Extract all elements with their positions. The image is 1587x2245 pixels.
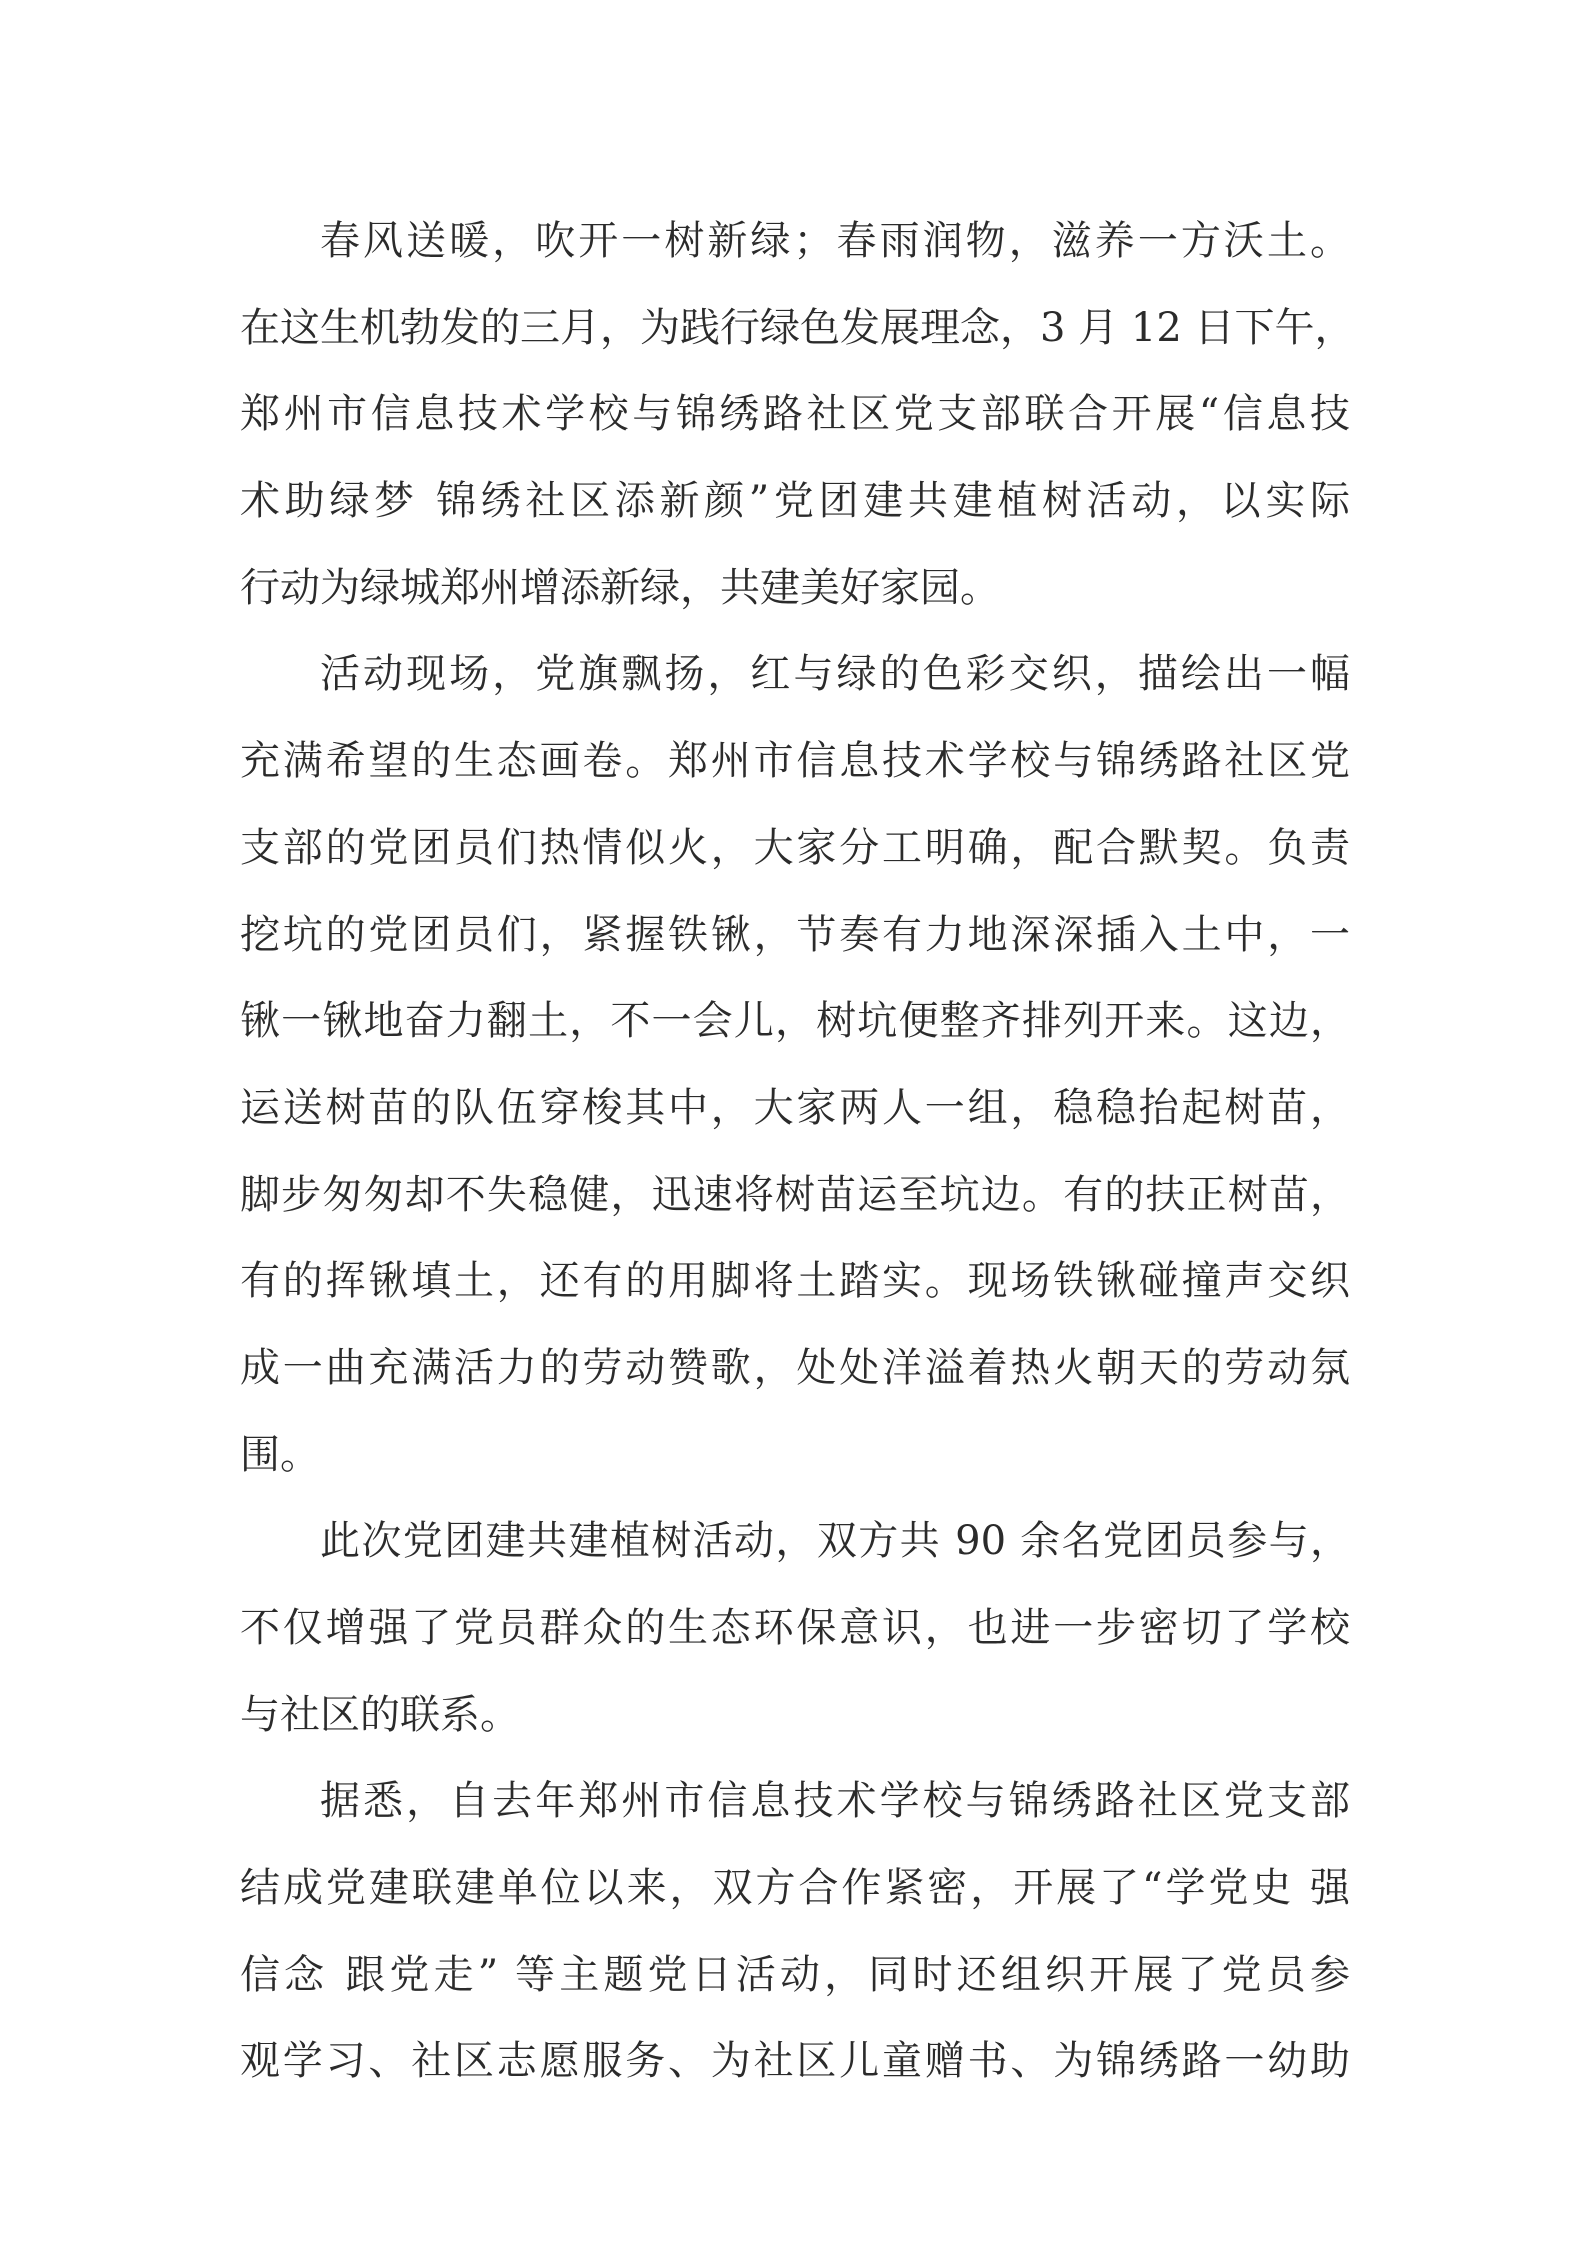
text-line: 春风送暖，吹开一树新绿；春雨润物，滋养一方沃土。 <box>320 218 1350 264</box>
paragraph-2 <box>240 631 1350 1498</box>
text-line: 脚步匆匆却不失稳健，迅速将树苗运至坑边。有的扶正树苗， <box>240 1171 1350 1218</box>
text-line: 有的挥锹填土，还有的用脚将土踏实。现场铁锹碰撞声交织 <box>240 1258 1350 1305</box>
text-line: 不仅增强了党员群众的生态环保意识，也进一步密切了学校 <box>240 1605 1350 1651</box>
text-line: 与社区的联系。 <box>240 1691 520 1738</box>
text-line: 在这生机勃发的三月，为践行绿色发展理念，3 月 12 日下午， <box>240 304 1355 351</box>
article-body <box>240 198 1355 2105</box>
text-line: 此次党团建共建植树活动，双方共 90 余名党团员参与， <box>320 1518 1350 1565</box>
paragraph-1 <box>240 198 1355 631</box>
text-line: 锹一锹地奋力翻土，不一会儿，树坑便整齐排列开来。这边， <box>240 998 1350 1045</box>
text-line: 信念 跟党走” 等主题党日活动，同时还组织开展了党员参 <box>240 1951 1350 1998</box>
text-line: 结成党建联建单位以来，双方合作紧密，开展了“学党史 强 <box>240 1865 1350 1912</box>
text-line: 活动现场，党旗飘扬，红与绿的色彩交织，描绘出一幅 <box>320 651 1350 698</box>
text-line: 成一曲充满活力的劳动赞歌，处处洋溢着热火朝天的劳动氛 <box>240 1344 1350 1391</box>
text-line: 术助绿梦 锦绣社区添新颜”党团建共建植树活动，以实际 <box>240 478 1350 525</box>
text-line: 围。 <box>240 1431 320 1478</box>
text-line: 支部的党团员们热情似火，大家分工明确，配合默契。负责 <box>240 824 1350 871</box>
text-line: 挖坑的党团员们，紧握铁锹，节奏有力地深深插入土中，一 <box>240 911 1350 958</box>
text-line: 行动为绿城郑州增添新绿，共建美好家园。 <box>240 564 1000 611</box>
text-line: 充满希望的生态画卷。郑州市信息技术学校与锦绣路社区党 <box>240 738 1350 785</box>
text-line: 观学习、社区志愿服务、为社区儿童赠书、为锦绣路一幼助 <box>240 2038 1350 2085</box>
paragraph-3 <box>240 1498 1350 1758</box>
text-line: 据悉，自去年郑州市信息技术学校与锦绣路社区党支部 <box>320 1778 1350 1825</box>
text-line: 郑州市信息技术学校与锦绣路社区党支部联合开展“信息技 <box>240 391 1350 438</box>
text-line: 运送树苗的队伍穿梭其中，大家两人一组，稳稳抬起树苗， <box>240 1084 1350 1131</box>
paragraph-4 <box>240 1758 1350 2105</box>
